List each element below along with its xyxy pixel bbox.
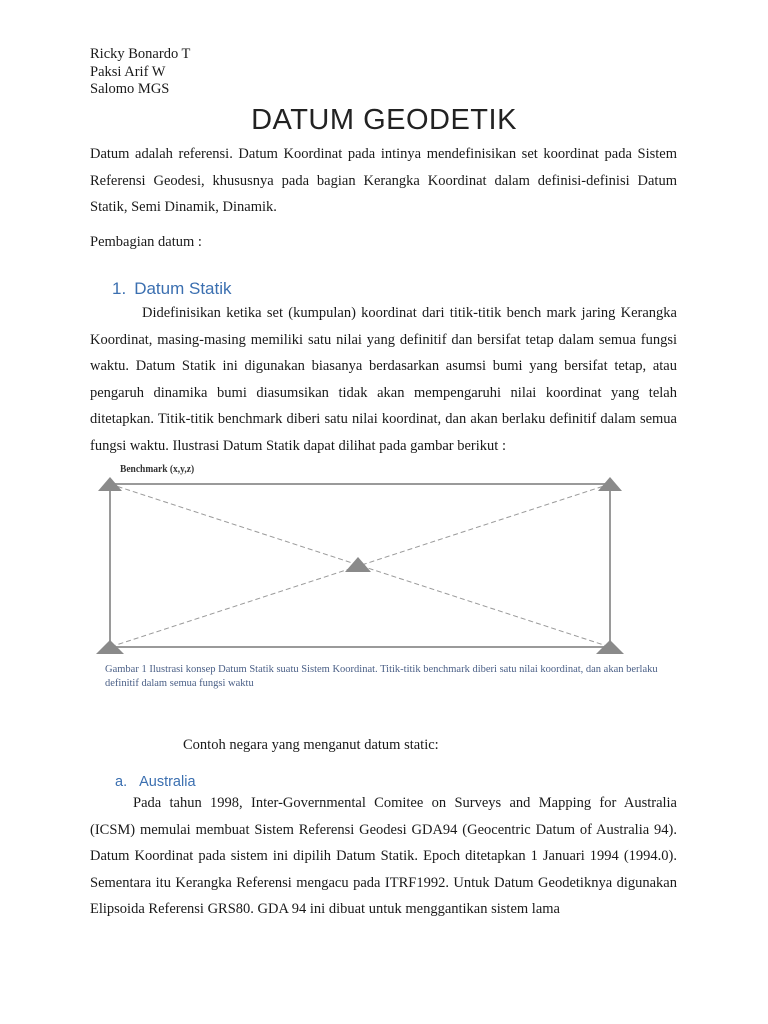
benchmark-marker-center [345, 557, 371, 572]
figure-caption: Gambar 1 Ilustrasi konsep Datum Statik suatu Sistem Koordinat. Titik-titik benchmark diberi satu nilai koordinat, dan akan berlaku definitif dalam semua fungsi waktu [105, 664, 658, 689]
subsection-heading-australia [115, 774, 196, 790]
author-name: Ricky Bonardo T [90, 46, 191, 62]
document-title: DATUM GEODETIK [251, 104, 517, 136]
contoh-label: Contoh negara yang menganut datum static: [183, 737, 439, 753]
author-list [90, 46, 190, 99]
datum-statik-figure [90, 462, 640, 662]
figure-label: Benchmark (x,y,z) [120, 464, 195, 475]
subsection-letter: a. [115, 774, 128, 790]
author-name: Salomo MGS [90, 81, 170, 97]
datum-statik-paragraph: Didefinisikan ketika set (kumpulan) koordinat dari titik-titik bench mark jaring Kerangka Koordinat, masing-masing memiliki satu nilai yang definitif dan bersifat tetap dalam semua fungsi waktu. Datum Statik ini digunakan biasanya berdasarkan asumsi bumi yang bersifat tetap, atau pengaruh dinamika bumi diasumsikan tidak akan mempengaruhi nilai koordinat yang telah ditetapkan. Titik-titik benchmark diberi satu nilai koordinat, dan akan berlaku definitif dalam semua fungsi waktu. Ilustrasi Datum Statik dapat dilihat pada gambar berikut : [90, 305, 677, 454]
subsection-title: Australia [139, 774, 196, 790]
section-number: 1. [112, 279, 127, 298]
section-heading-datum-statik [112, 279, 232, 299]
author-name: Paksi Arif W [90, 63, 166, 80]
intro-paragraph: Datum adalah referensi. Datum Koordinat pada intinya mendefinisikan set koordinat pada Sistem Referensi Geodesi, khususnya pada bagian Kerangka Koordinat dalam definisi-definisi Datum Statik, Semi Dinamik, Dinamik. [90, 146, 677, 215]
australia-paragraph: Pada tahun 1998, Inter-Governmental Comitee on Surveys and Mapping for Australia (ICSM) memulai membuat Sistem Referensi Geodesi GDA94 (Geocentric Datum of Australia 94). Datum Koordinat pada sistem ini dipilih Datum Statik. Epoch ditetapkan 1 Januari 1994 (1994.0). Sementara itu Kerangka Referensi mengacu pada ITRF1992. Untuk Datum Geodetiknya digunakan Elipsoida Referensi GRS80. GDA 94 ini dibuat untuk menggantikan sistem lama [90, 795, 677, 917]
pembagian-label: Pembagian datum : [90, 234, 202, 250]
section-title: Datum Statik [134, 279, 232, 298]
